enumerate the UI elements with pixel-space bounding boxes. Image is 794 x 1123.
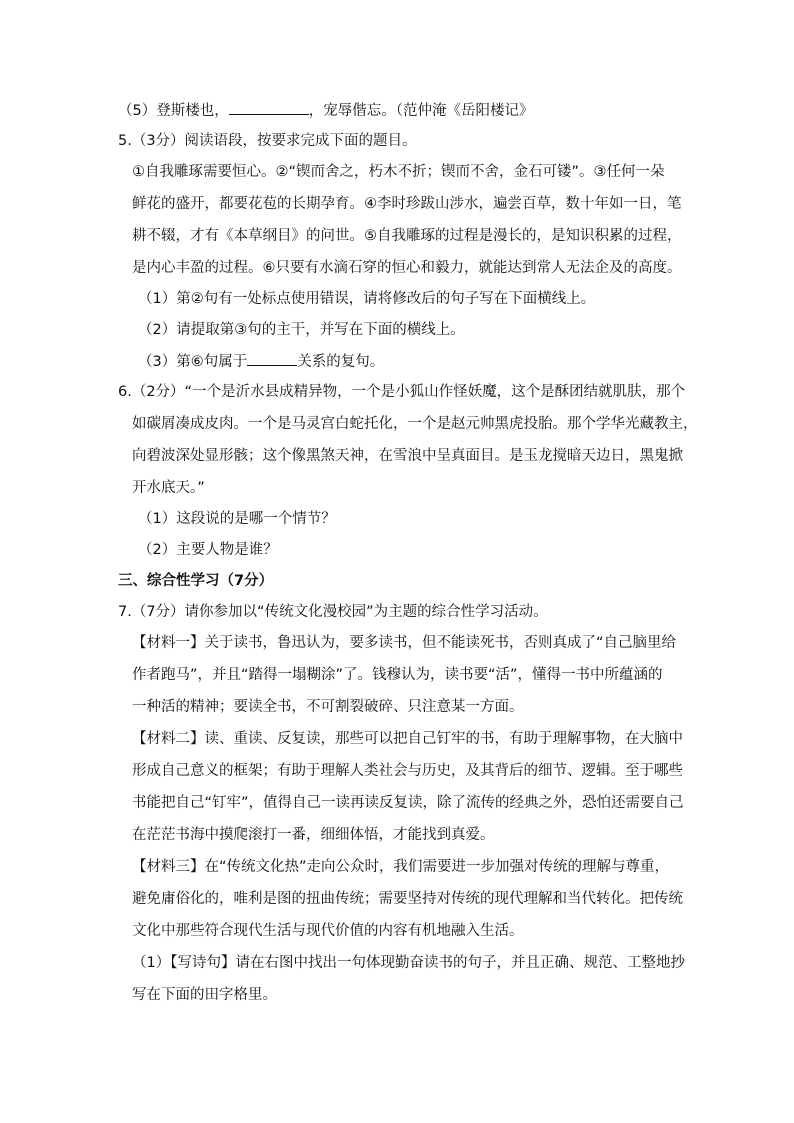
- q5-passage-line: 耕不辍，才有《本草纲目》的问世。⑤自我雕琢的过程是漫长的，是知识积累的过程，: [132, 228, 682, 244]
- q7-material-1-line: 【材料一】关于读书，鲁迅认为，要多读书，但不能读死书，否则真成了“自己脑里给: [132, 635, 677, 651]
- q6-sub2: （2）主要人物是谁？: [138, 542, 278, 558]
- q7-sub1-line: 写在下面的田字格里。: [132, 987, 277, 1003]
- q7-material-2-line: 在茫茫书海中摸爬滚打一番，细细体悟，才能找到真爱。: [132, 827, 495, 843]
- answer-blank: [229, 100, 309, 115]
- q7-material-3-line: 避免庸俗化的，唯利是图的扭曲传统；需要坚持对传统的现代理解和当代转化。把传统: [132, 891, 683, 907]
- q7-material-2-line: 【材料二】读、重读、反复读，那些可以把自己钉牢的书，有助于理解事物，在大脑中: [132, 731, 683, 747]
- q7-stem: 7.（7分）请你参加以“传统文化漫校园”为主题的综合性学习活动。: [118, 604, 548, 620]
- q6-line: 6.（2分）“一个是沂水县成精异物，一个是小狐山作怪妖魔，这个是酥团结就肌肤，那个: [118, 384, 686, 400]
- q7-material-1-line: 作者跑马”，并且“踏得一塌糊涂”了。钱穆认为，读书要“活”，懂得一书中所蕴涵的: [132, 667, 663, 683]
- q6-line: 开水底天。”: [132, 480, 205, 496]
- q5-sub1: （1）第②句有一处标点使用错误，请将修改后的句子写在下面横线上。: [138, 291, 596, 307]
- section-heading: 三、综合性学习（7分）: [118, 573, 274, 589]
- q6-line: 如碳屑凑成皮肉。一个是马灵宫白蛇托化，一个是赵元帅黑虎投胎。那个学华光藏教主，: [132, 416, 698, 432]
- q5-sub3-after: 关系的复句。: [297, 354, 385, 370]
- q4-item-5-after: ，宠辱偕忘。（范仲淹《岳阳楼记》: [308, 103, 534, 119]
- q5-sub2: （2）请提取第③句的主干，并写在下面的横线上。: [138, 322, 465, 338]
- q7-material-2-line: 书能把自己“钉牢”，值得自己一读再读反复读，除了流传的经典之外，恐怕还需要自己: [132, 795, 684, 811]
- q7-material-3-line: 文化中那些符合现代生活与现代价值的内容有机地融入生活。: [132, 923, 524, 939]
- q5-sub3-before: （3）第⑥句属于: [138, 354, 248, 370]
- q6-sub1: （1）这段说的是哪一个情节？: [138, 511, 336, 527]
- q6-line: 向碧波深处显形骸；这个像黑煞天神，在雪浪中呈真面目。是玉龙搅暗天边日，黑鬼掀: [132, 448, 683, 464]
- q5-passage-line: 是内心丰盈的过程。⑥只要有水滴石穿的恒心和毅力，就能达到常人无法企及的高度。: [132, 260, 682, 276]
- answer-blank: [247, 351, 297, 366]
- q7-sub1-line: （1）【写诗句】请在右图中找出一句体现勤奋读书的句子，并且正确、规范、工整地抄: [132, 955, 685, 971]
- q4-item-5-before: （5）登斯楼也，: [118, 103, 229, 119]
- q7-material-2-line: 形成自己意义的框架；有助于理解人类社会与历史，及其背后的细节、逻辑。至于哪些: [132, 763, 683, 779]
- q5-passage-line: ①自我雕琢需要恒心。②“锲而舍之，朽木不折；锲而不舍，金石可镂”。③任何一朵: [132, 164, 665, 180]
- q7-material-1-line: 一种活的精神；要读全书，不可割裂破碎、只注意某一方面。: [132, 699, 524, 715]
- q4-item-5: [118, 100, 533, 121]
- q5-stem: 5.（3分）阅读语段，按要求完成下面的题目。: [118, 133, 417, 149]
- q5-sub3: [138, 351, 384, 372]
- q7-material-3-line: 【材料三】在“传统文化热”走向公众时，我们需要进一步加强对传统的理解与尊重，: [132, 859, 670, 875]
- q5-passage-line: 鲜花的盛开，都要花苞的长期孕育。④李时珍跋山涉水，遍尝百草，数十年如一日，笔: [132, 196, 682, 212]
